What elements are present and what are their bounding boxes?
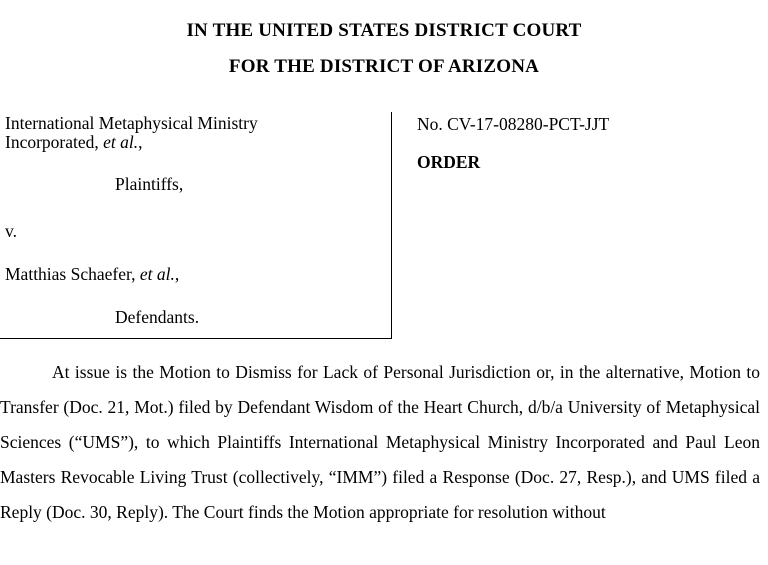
- court-heading-line-1: IN THE UNITED STATES DISTRICT COURT: [186, 20, 582, 41]
- case-caption: [0, 112, 768, 339]
- order-title: ORDER: [417, 152, 481, 172]
- plaintiff-role-label: Plaintiffs,: [115, 174, 184, 194]
- caption-case-info: [392, 112, 768, 339]
- plaintiff-name-prefix: Incorporated,: [5, 132, 104, 152]
- plaintiff-name-line-2: [5, 133, 381, 152]
- plaintiff-block: [5, 112, 381, 152]
- defendant-name-suffix: ,: [174, 264, 180, 284]
- document-page: [0, 20, 768, 565]
- defendant-role-label: Defendants.: [115, 307, 200, 327]
- plaintiff-name-suffix: ,: [138, 132, 143, 152]
- plaintiff-name-line-1: International Metaphysical Ministry: [5, 113, 258, 133]
- versus-label: v.: [5, 221, 17, 241]
- paragraph-text: At issue is the Motion to Dismiss for Lack of Personal Jurisdiction or, in the alternative, Motion to Transfer (Doc. 21, Mot.) filed by Defendant Wisdom of the Heart Church, d/b/a University of Metaphysical Sciences (“UMS”), to which Plaintiffs International Metaphysical Ministry Incorporated and Paul Leon Masters Revocable Living Trust (collectively, “IMM”) filed a Response (Doc. 27, Resp.), and UMS filed a Reply (Doc. 30, Reply). The Court finds the Motion appropriate for resolution without: [0, 362, 760, 522]
- case-number: No. CV-17-08280-PCT-JJT: [417, 114, 610, 134]
- court-heading: [0, 20, 768, 78]
- defendant-et-al: et al.: [139, 264, 175, 284]
- plaintiff-et-al: et al.: [103, 132, 139, 152]
- body-paragraph: [0, 355, 768, 530]
- court-heading-line-2: FOR THE DISTRICT OF ARIZONA: [228, 56, 540, 77]
- defendant-name-prefix: Matthias Schaefer,: [5, 264, 140, 284]
- caption-parties: [0, 112, 392, 339]
- defendant-name: [5, 264, 381, 285]
